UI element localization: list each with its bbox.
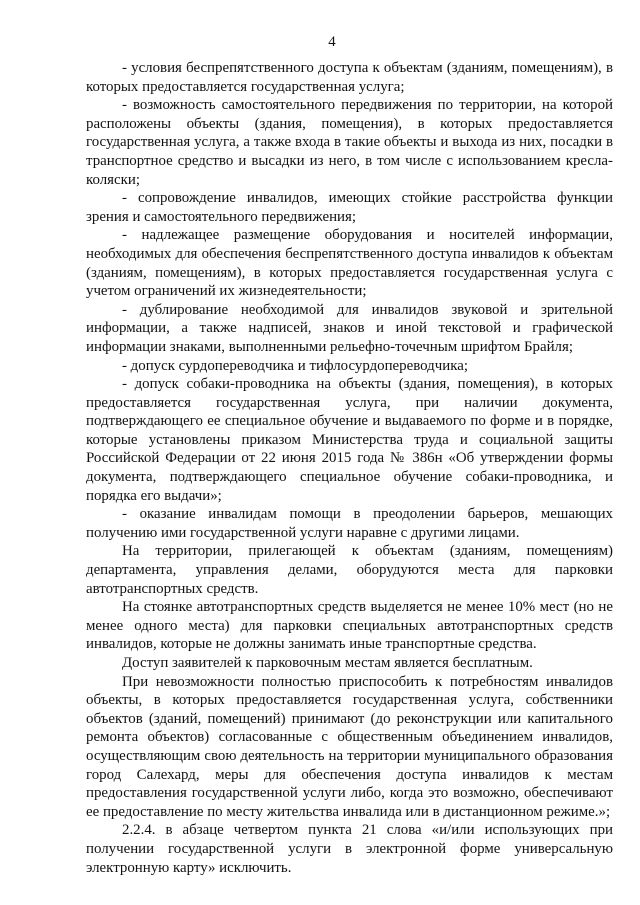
- paragraph-information-duplication: - дублирование необходимой для инвалидов звуковой и зрительной информации, а также надписей, знаков и иной текстовой и графической информации знаками, выполненными рельефно-точечным шрифтом Брайля;: [86, 301, 613, 355]
- paragraph-free-parking: Доступ заявителей к парковочным местам является бесплатным.: [122, 655, 533, 671]
- paragraph-guide-dog: - допуск собаки-проводника на объекты (здания, помещения), в которых предоставляется государственная услуга, при наличии документа, подтверждающего ее специальное обучение и выдаваемого по форме и в порядке, которые установлены приказом Министерства труда и социальной защиты Российской Федерации от 22 июня 2015 года № 386н «Об утверждении формы документа, подтверждающего специальное обучение собаки-проводника, и порядка его выдачи»;: [86, 376, 613, 504]
- paragraph-parking-places: На территории, прилегающей к объектам (зданиям, помещениям) департамента, управления делами, оборудуются места для парковки автотранспортных средств.: [86, 543, 613, 597]
- document-body: [86, 59, 613, 877]
- paragraph-amendment-2-2-4: 2.2.4. в абзаце четвертом пункта 21 слова «и/или использующих при получении государственной услуги в электронной форме универсальную электронную карту» исключить.: [86, 822, 613, 876]
- paragraph-adaptation-measures: При невозможности полностью приспособить к потребностям инвалидов объекты, в которых предоставляется государственная услуга, собственники объектов (зданий, помещений) принимают (до реконструкции или капитального ремонта объектов) согласованные с общественным объединением инвалидов, осуществляющим свою деятельность на территории муниципального образования город Салехард, меры для обеспечения доступа инвалидов к местам предоставления государственной услуги либо, когда это возможно, обеспечивают ее предоставление по месту жительства инвалида или в дистанционном режиме.»;: [86, 673, 613, 820]
- paragraph-independent-movement: - возможность самостоятельного передвижения по территории, на которой расположены объекты (здания, помещения), в которых предоставляется государственная услуга, а также входа в такие объекты и выхода из них, посадки в транспортное средство и высадки из него, в том числе с использованием кресла-коляски;: [86, 97, 613, 188]
- page-number: 4: [328, 34, 336, 50]
- paragraph-parking-quota: На стоянке автотранспортных средств выделяется не менее 10% мест (но не менее одного места) для парковки специальных автотранспортных средств инвалидов, которые не должны занимать иные транспортные средства.: [86, 599, 613, 653]
- paragraph-escort: - сопровождение инвалидов, имеющих стойкие расстройства функции зрения и самостоятельного передвижения;: [86, 190, 613, 225]
- paragraph-barrier-free-access: - условия беспрепятственного доступа к объектам (зданиям, помещениям), в которых предоставляется государственная услуга;: [86, 60, 613, 95]
- paragraph-assistance: - оказание инвалидам помощи в преодолении барьеров, мешающих получению ими государственной услуги наравне с другими лицами.: [86, 506, 613, 541]
- paragraph-equipment-placement: - надлежащее размещение оборудования и носителей информации, необходимых для обеспечения беспрепятственного доступа инвалидов к объектам (зданиям, помещениям), в которых предоставляется государственная услуга с учетом ограничений их жизнедеятельности;: [86, 227, 613, 300]
- paragraph-sign-interpreter: - допуск сурдопереводчика и тифлосурдопереводчика;: [122, 357, 468, 374]
